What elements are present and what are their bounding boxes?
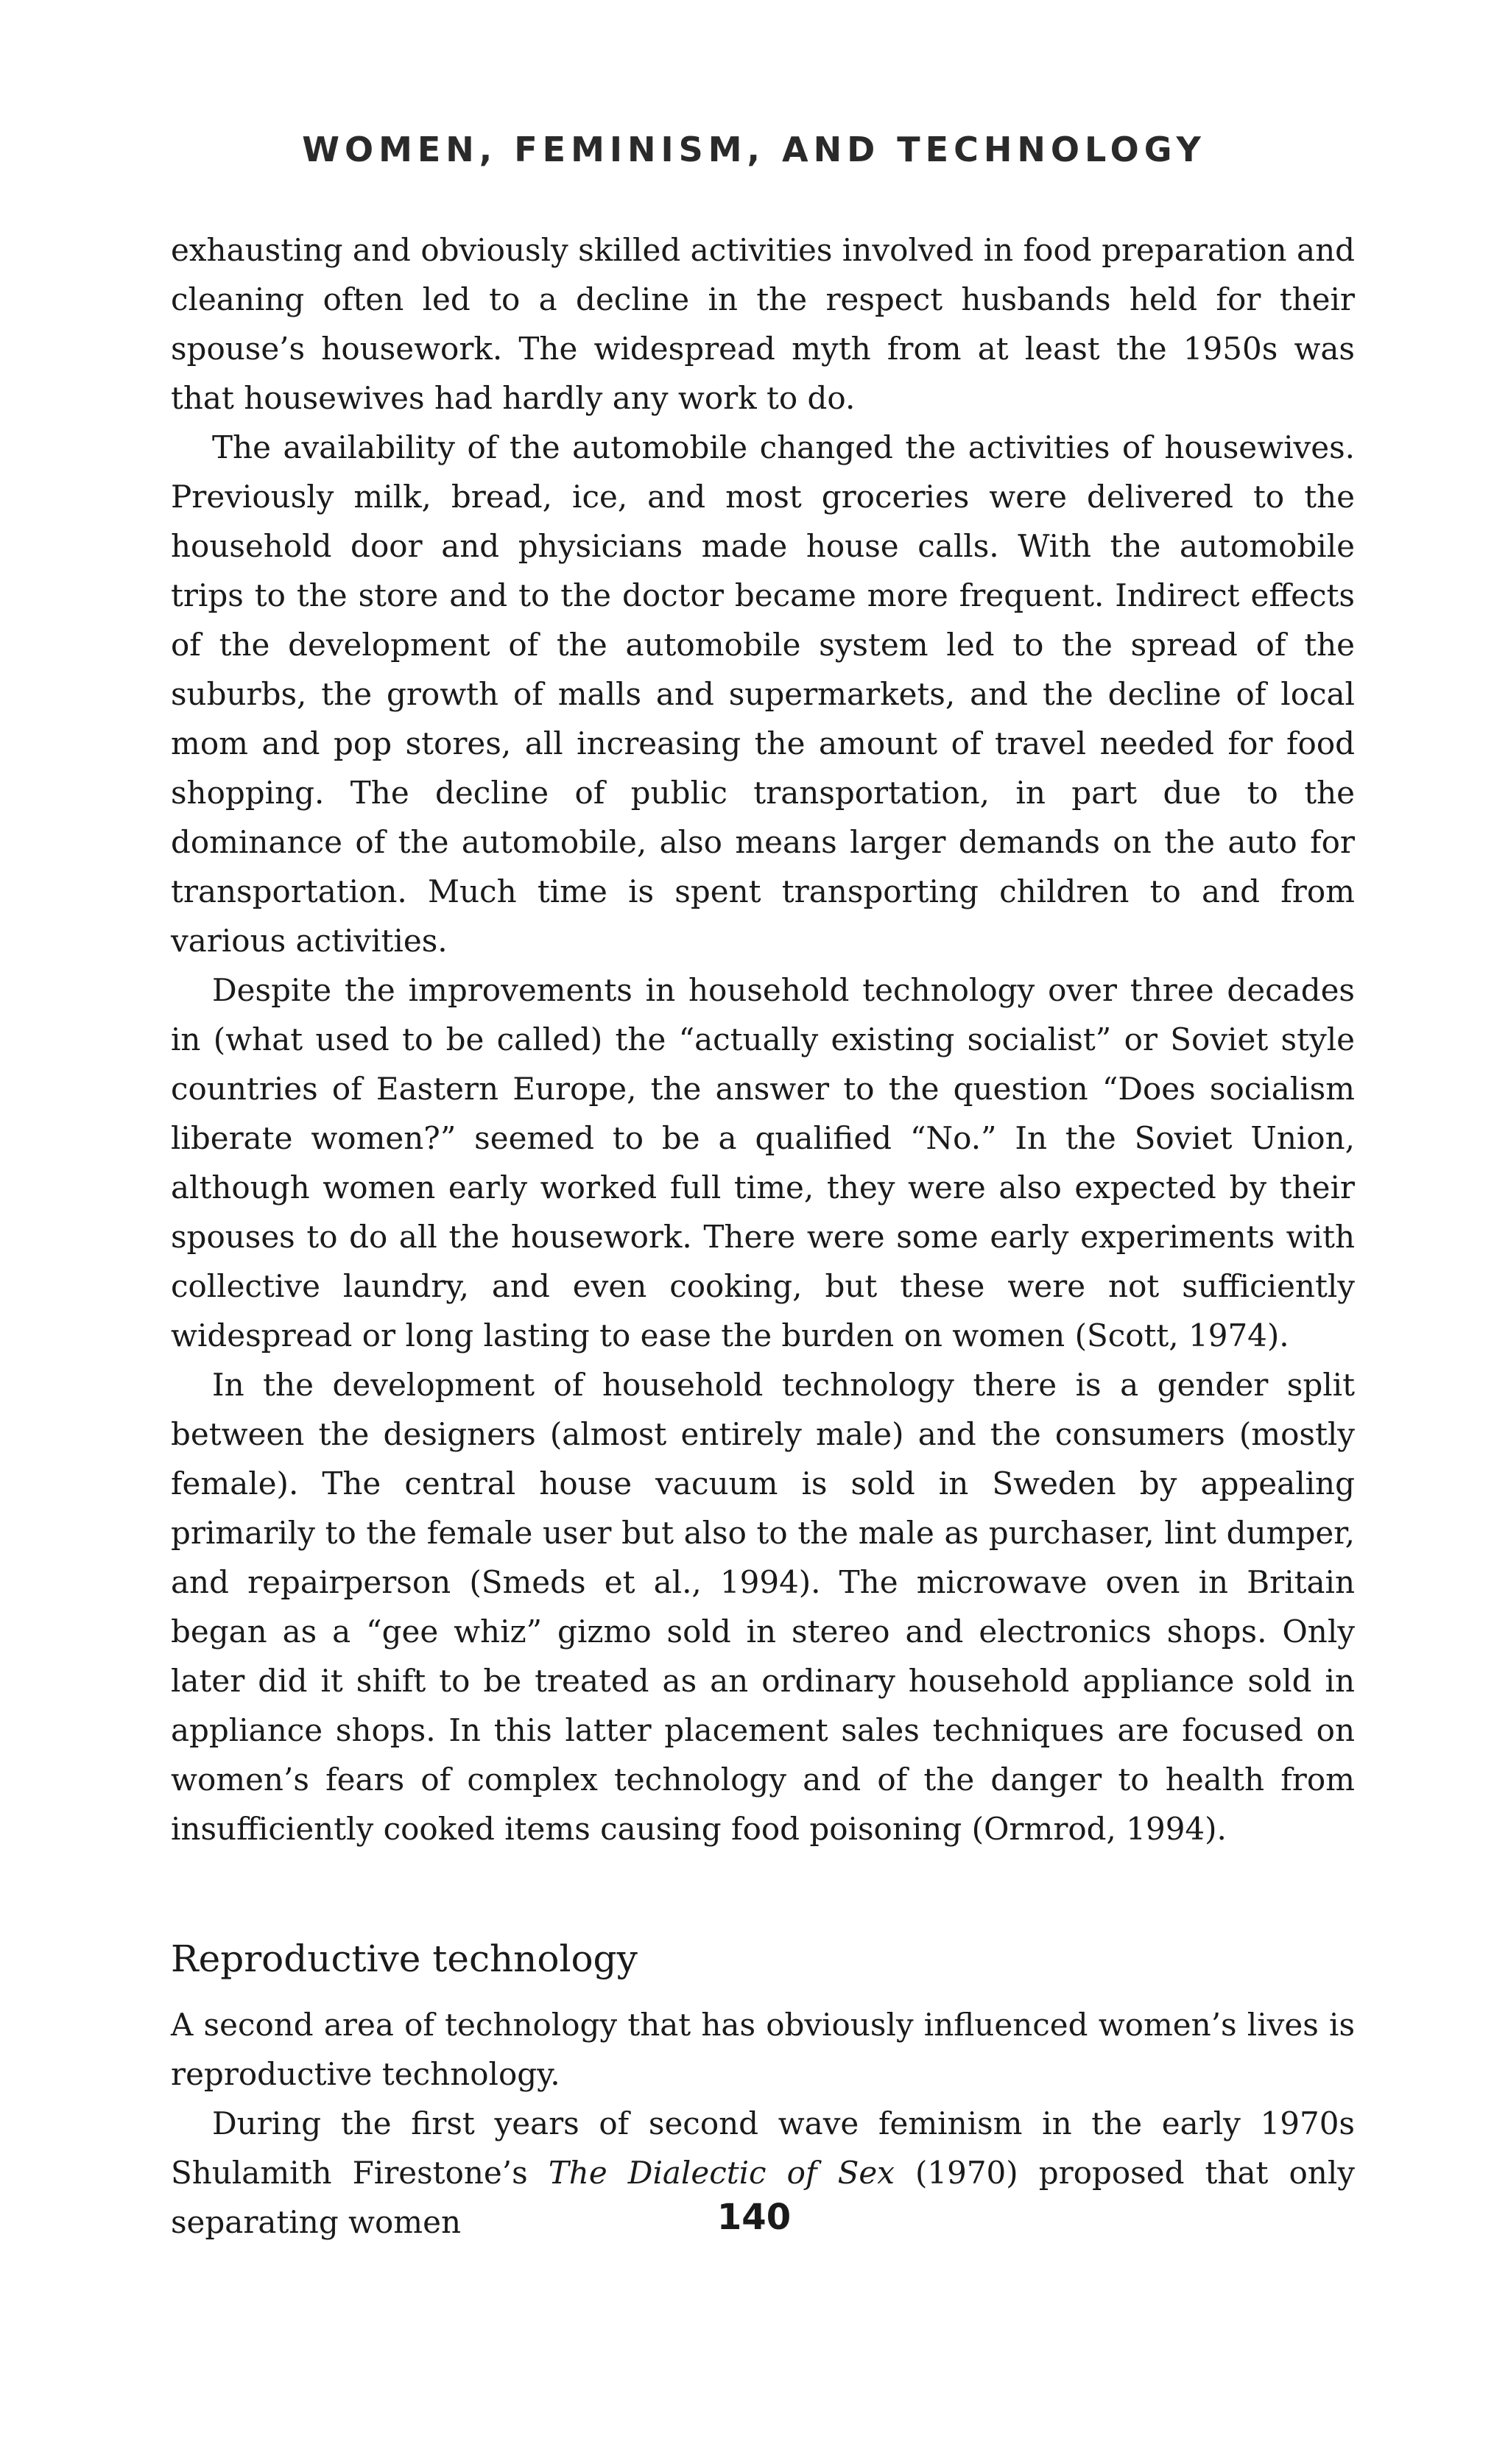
paragraph-reproductive-intro: A second area of technology that has obviously influenced women’s lives is reproductive technology. (171, 2007, 1355, 2092)
paragraph-second-wave-end: (1970) proposed that only separating women (171, 2155, 1355, 2240)
paragraph-automobile: The availability of the automobile changed the activities of housewives. Previously milk, bread, ice, and most groceries were delivered to the household door and physicians made house calls. With the automobile trips to the store and to the doctor became more frequent. Indirect effects of the development of the automobile system led to the spread of the suburbs, the growth of malls and supermarkets, and the decline of local mom and pop stores, all increasing the amount of travel needed for food shopping. The decline of public transportation, in part due to the dominance of the automobile, also means larger demands on the auto for transportation. Much time is spent transporting children to and from various activities. (171, 429, 1355, 959)
paragraph-socialism: Despite the improvements in household technology over three decades in (what used to be called) the “actually existing socialist” or Soviet style countries of Eastern Europe, the answer to the question “Does socialism liberate women?” seemed to be a qualified “No.” In the Soviet Union, although women early worked full time, they were also expected by their spouses to do all the housework. There were some early experiments with collective laundry, and even cooking, but these were not sufficiently widespread or long lasting to ease the burden on women (Scott, 1974). (171, 972, 1355, 1354)
page-number: 140 (716, 2197, 792, 2238)
book-title: The Dialectic of Sex (548, 2155, 895, 2191)
paragraph-gender-split: In the development of household technology there is a gender split between the designers (almost entirely male) and the consumers (mostly female). The central house vacuum is sold in Sweden by appealing primarily to the female user but also to the male as purchaser, lint dumper, and repairperson (Smeds et al., 1994). The microwave oven in Britain began as a “gee whiz” gizmo sold in stereo and electronics shops. Only later did it shift to be treated as an ordinary household appliance sold in appliance shops. In this latter placement sales techniques are focused on women’s fears of complex technology and of the danger to health from insufficiently cooked items causing food poisoning (Ormrod, 1994). (171, 1367, 1355, 1847)
paragraph-continued: exhausting and obviously skilled activities involved in food preparation and cleaning often led to a decline in the respect husbands held for their spouse’s housework. The widespread myth from at least the 1950s was that housewives had hardly any work to do. (171, 232, 1355, 416)
section-heading: Reproductive technology (171, 1937, 638, 1980)
paragraph-second-wave-start: During the first years of second wave feminism in the early 1970s Shulamith Firestone’s (171, 2105, 1355, 2191)
body-text (171, 225, 1355, 2247)
running-head-title: WOMEN, FEMINISM, AND TECHNOLOGY (302, 130, 1206, 169)
